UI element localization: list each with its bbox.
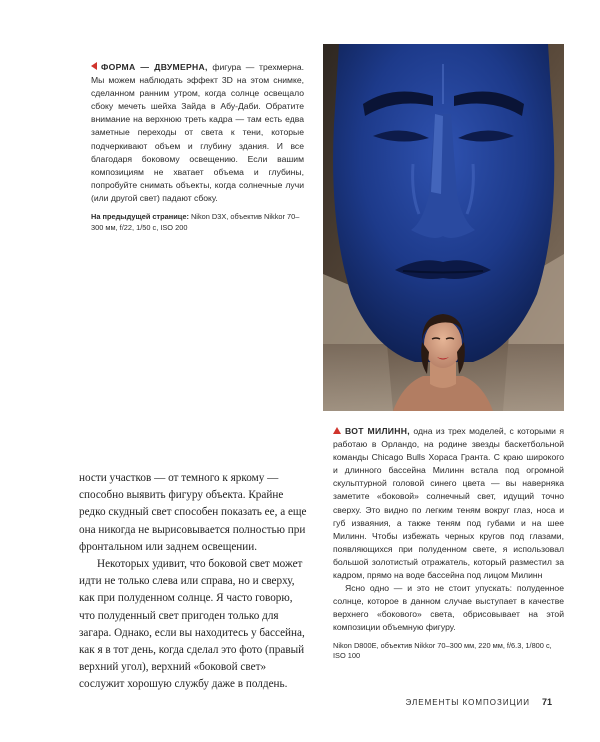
caption-right-lead: ВОТ МИЛИНН,	[345, 426, 410, 436]
caption-top-credit-text: Nikon D3X, объектив Nikkor 70–300 мм, f/22, 1/50 с, ISO 200	[91, 212, 300, 232]
caption-top-credit	[91, 212, 304, 233]
caption-right-text: одна из трех моделей, с которыми я работаю в Орландо, на родине звезды баскетбольной команды Chicago Bulls Хораса Гранта. С краю широкого и длинного бассейна Милинн встала под огромной скульптурной головой синего цвета — вы наверняка заметите «боковой» солнечный свет, идущий точно сверху. Это видно по легким теням вокруг глаз, носа и губ изваяния, а также теням под губами и на шее Милинн. Чтобы избежать черных кругов под глазами, появляющихся при полуденном свете, я использовал большой золотистый отражатель, который разместил за кадром, прямо на воде бассейна под лицом Милинн	[333, 426, 564, 581]
triangle-left-icon	[91, 62, 97, 70]
photo-statue-model	[323, 44, 564, 411]
caption-right-p1	[333, 425, 564, 582]
body-text	[79, 470, 308, 694]
caption-top-lead: ФОРМА — ДВУМЕРНА,	[101, 62, 208, 72]
footer-section-title: ЭЛЕМЕНТЫ КОМПОЗИЦИИ	[405, 698, 530, 707]
page-number: 71	[541, 697, 552, 707]
caption-top-credit-label: На предыдущей странице:	[91, 212, 189, 222]
triangle-up-icon	[333, 427, 341, 434]
caption-top	[91, 61, 304, 233]
page-footer	[406, 697, 552, 707]
caption-right-credit: Nikon D800E, объектив Nikkor 70–300 мм, 220 мм, f/6.3, 1/800 с, ISO 100	[333, 640, 552, 660]
caption-top-text: фигура — трехмерна. Мы можем наблюдать эффект 3D на этом снимке, сделанном ранним утром, когда солнце освещало сбоку мечеть шейха Зайда в Абу-Даби. Обратите внимание на верхнюю треть кадра — там есть едва заметные переходы от света к тени, которые подчеркивают объем и глубину здания. И все благодаря боковому освещению. Если вашим композициям не хватает объема и глубины, попробуйте снимать объекты, когда солнечные лучи (или другой свет) падают сбоку.	[91, 62, 304, 203]
body-paragraph-2: Некоторых удивит, что боковой свет может идти не только слева или справа, но и сверху, как при полуденном солнце. Я часто говорю, что полуденный свет пригоден только для загара. Однако, если вы находитесь у бассейна, как я в тот день, когда сделал это фото (правый верхний угол), верхний «боковой свет» сослужит хорошую службу даже в полдень.	[79, 558, 305, 691]
caption-right	[333, 425, 564, 662]
caption-right-p2: Ясно одно — и это не стоит упускать: полуденное солнце, которое в данном случае выступает в качестве верхнего «бокового» света, обрисовывает на этой композиции объемную фигуру.	[333, 583, 564, 633]
photo-illustration	[323, 44, 564, 411]
body-paragraph-1: ности участков — от темного к яркому — способно выявить фигуру объекта. Крайне редко скудный свет способен показать ее, а еще она никогда не вырисовывается полностью при фронтальном или заднем освещении.	[79, 472, 307, 553]
